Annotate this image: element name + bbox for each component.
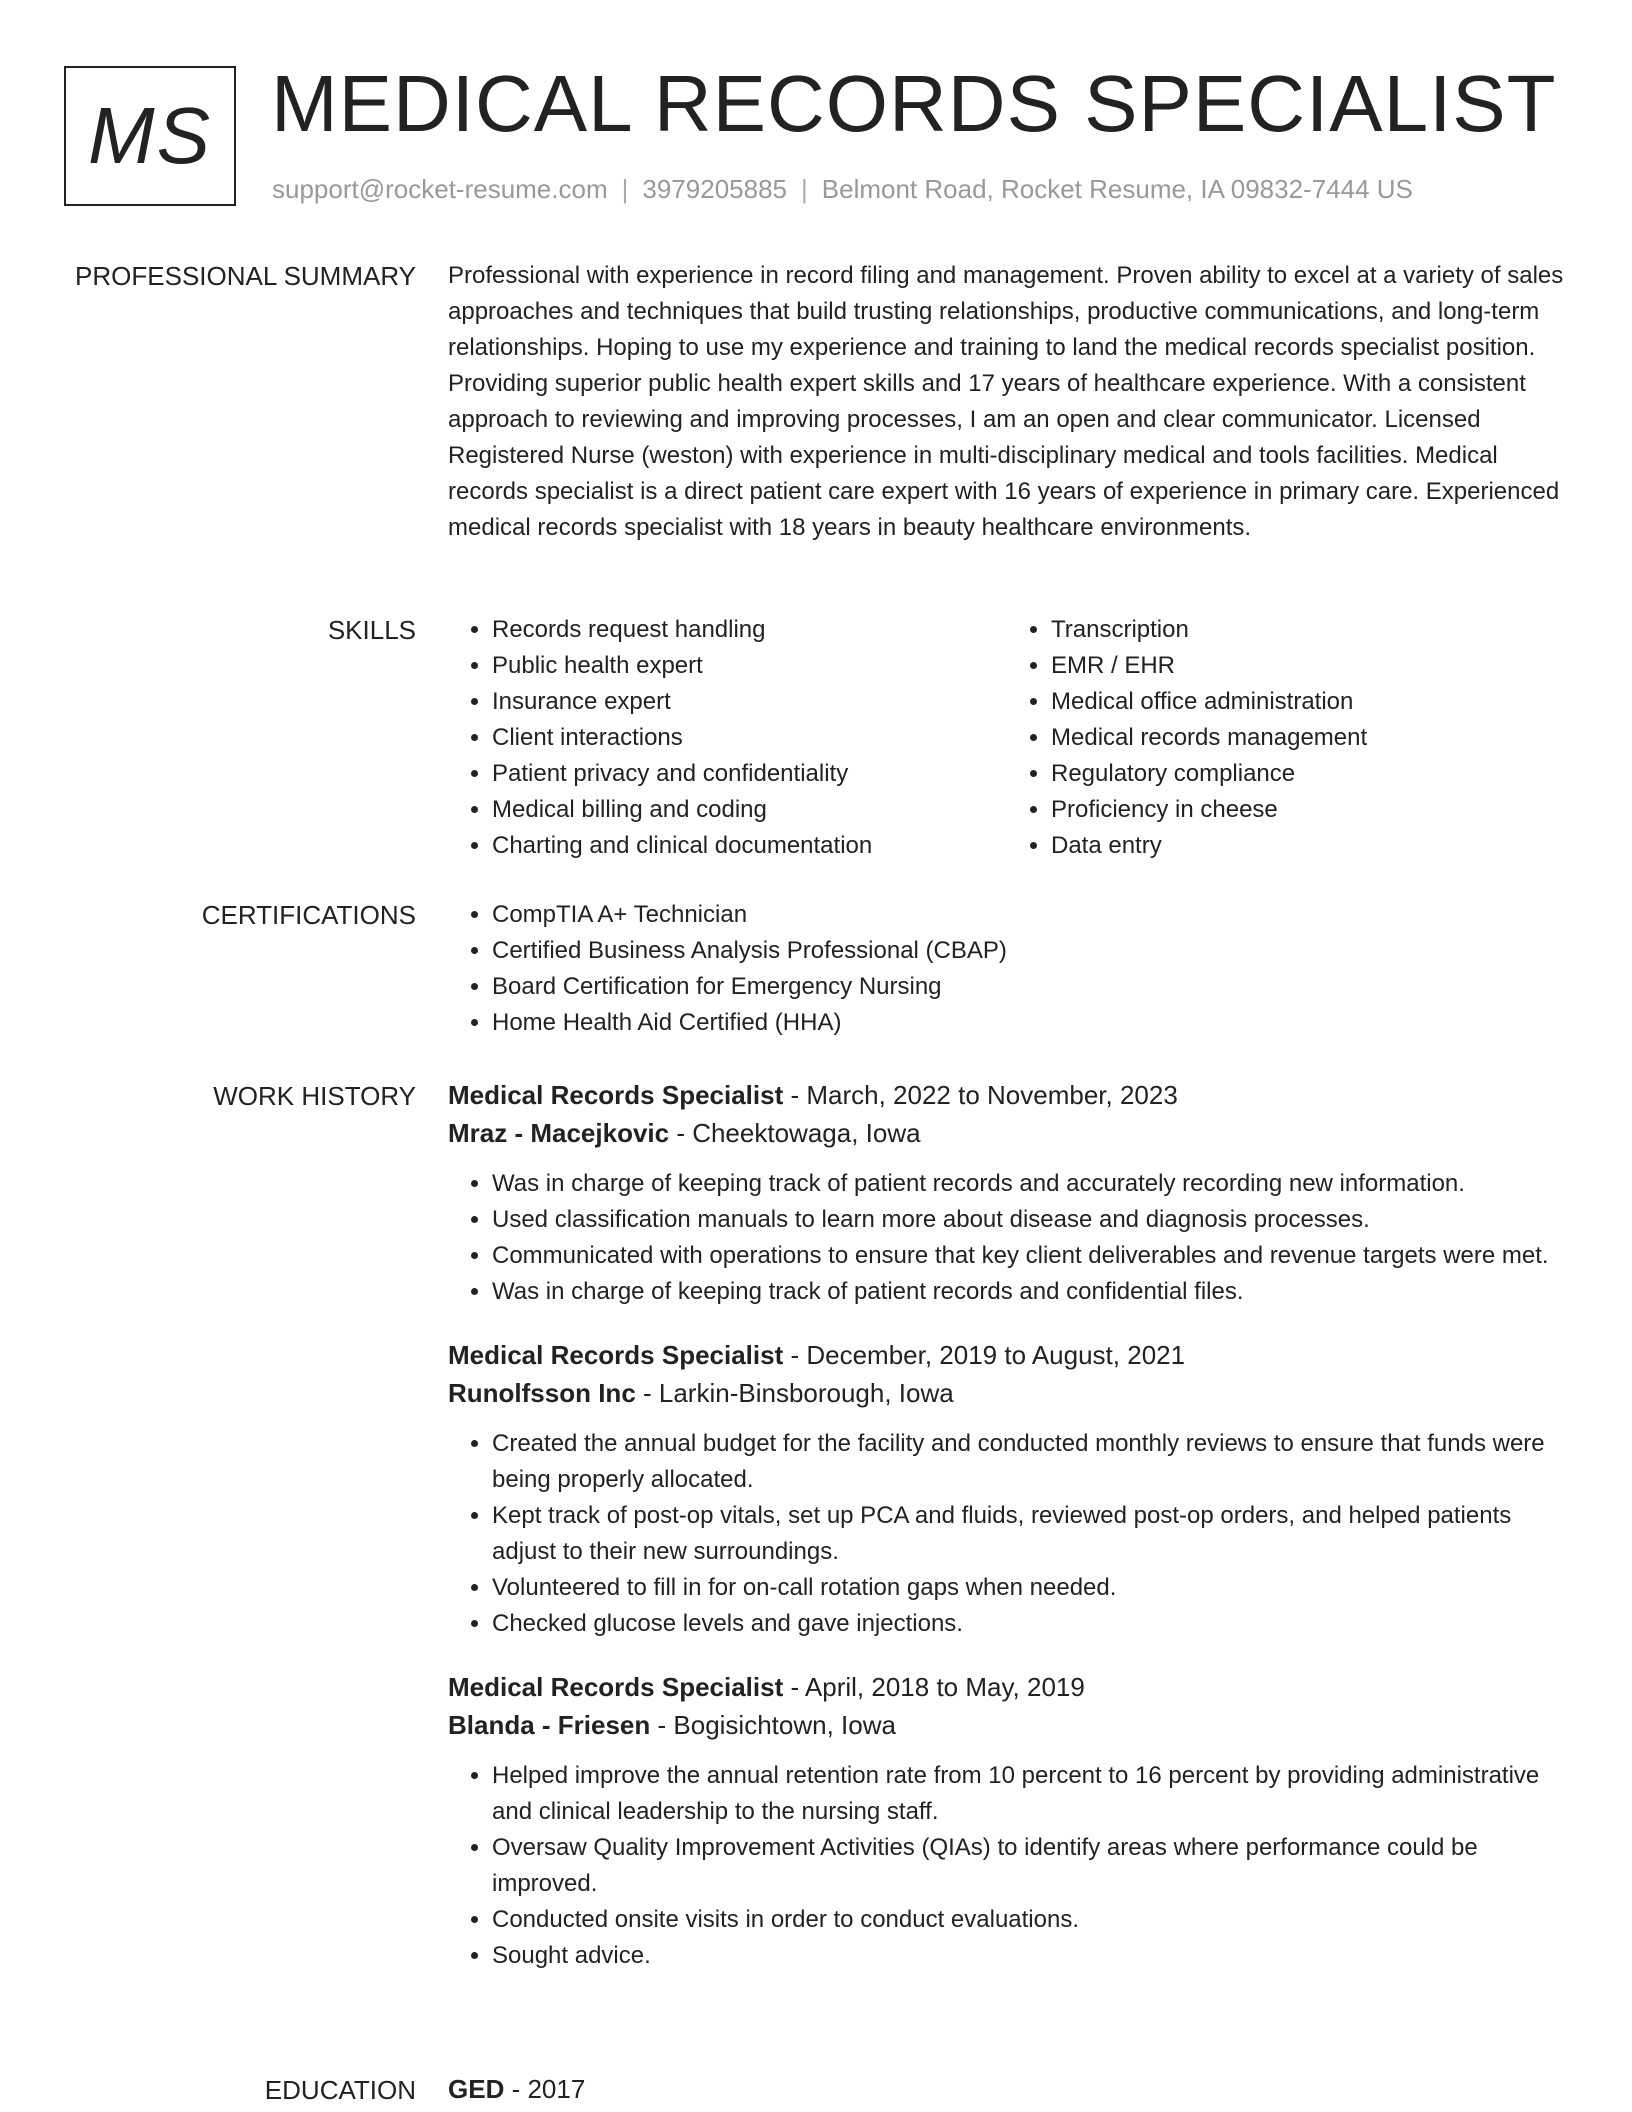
- address: Belmont Road, Rocket Resume, IA 09832-7444 US: [821, 174, 1413, 204]
- skill-item: • Insurance expert: [492, 684, 1007, 720]
- monogram-logo: MS: [64, 66, 236, 206]
- job-bullet: • Was in charge of keeping track of patient records and accurately recording new information.: [492, 1166, 1566, 1202]
- phone-number[interactable]: 3979205885: [642, 174, 787, 204]
- job-title-line: [448, 1668, 1566, 1706]
- job-bullet: • Communicated with operations to ensure that key client deliverables and revenue targets were met.: [492, 1238, 1566, 1274]
- skill-item: • Data entry: [1051, 828, 1566, 864]
- company-name: Blanda - Friesen: [448, 1710, 651, 1740]
- skill-item: • Transcription: [1051, 612, 1566, 648]
- resume-header: [64, 59, 1584, 216]
- skills-list-left: [448, 612, 1007, 864]
- skill-item: • Medical office administration: [1051, 684, 1566, 720]
- skill-item: • Medical billing and coding: [492, 792, 1007, 828]
- job-title: Medical Records Specialist: [448, 1080, 784, 1110]
- job-entry: [448, 1668, 1566, 1974]
- job-bullet: • Created the annual budget for the facility and conducted monthly reviews to ensure that funds were being properly allocated.: [492, 1426, 1566, 1498]
- skill-item: • Charting and clinical documentation: [492, 828, 1007, 864]
- job-bullets: [448, 1166, 1566, 1310]
- job-dates: - March, 2022 to November, 2023: [783, 1080, 1178, 1110]
- email-link[interactable]: support@rocket-resume.com: [272, 174, 608, 204]
- job-company-line: [448, 1114, 1566, 1152]
- degree: GED: [448, 2074, 505, 2104]
- separator: |: [621, 174, 629, 204]
- job-bullets: [448, 1426, 1566, 1642]
- skill-item: • Medical records management: [1051, 720, 1566, 756]
- skill-item: • Regulatory compliance: [1051, 756, 1566, 792]
- job-bullet: • Sought advice.: [492, 1938, 1566, 1974]
- job-dates: - April, 2018 to May, 2019: [783, 1672, 1085, 1702]
- skill-item: • Records request handling: [492, 612, 1007, 648]
- job-title-line: [448, 1336, 1566, 1374]
- education-entry: [448, 2070, 1566, 2108]
- education-year: - 2017: [504, 2074, 586, 2104]
- skill-item: • Patient privacy and confidentiality: [492, 756, 1007, 792]
- separator: |: [801, 174, 808, 204]
- job-bullet: • Kept track of post-op vitals, set up PCA and fluids, reviewed post-op orders, and helped patients adjust to their new surroundings.: [492, 1498, 1566, 1570]
- job-title-line: [448, 1076, 1566, 1114]
- certifications-list: [448, 897, 1566, 1041]
- job-location: - Larkin-Binsborough, Iowa: [635, 1378, 954, 1408]
- job-entry: [448, 1336, 1566, 1642]
- job-bullet: • Oversaw Quality Improvement Activities (QIAs) to identify areas where performance could be improved.: [492, 1830, 1566, 1902]
- section-label-work-history: WORK HISTORY: [213, 1081, 416, 1111]
- job-title: Medical Records Specialist: [448, 1672, 784, 1702]
- section-label-certifications: CERTIFICATIONS: [201, 900, 416, 930]
- job-bullet: • Helped improve the annual retention rate from 10 percent to 16 percent by providing administrative and clinical leadership to the nursing staff.: [492, 1758, 1566, 1830]
- section-label-education: EDUCATION: [264, 2075, 416, 2105]
- certification-item: • Home Health Aid Certified (HHA): [492, 1005, 1566, 1041]
- contact-line: [272, 174, 1413, 205]
- company-name: Mraz - Macejkovic: [448, 1118, 670, 1148]
- section-label-summary: PROFESSIONAL SUMMARY: [75, 261, 416, 291]
- skills-list-right: [1007, 612, 1566, 864]
- job-location: - Bogisichtown, Iowa: [650, 1710, 896, 1740]
- certification-item: • Certified Business Analysis Professional (CBAP): [492, 933, 1566, 969]
- job-bullet: • Was in charge of keeping track of patient records and confidential files.: [492, 1274, 1566, 1310]
- job-entry: [448, 1076, 1566, 1310]
- summary-text: Professional with experience in record filing and management. Proven ability to excel at a variety of sales approaches and techniques that build trusting relationships, productive communications, and long-term relationships. Hoping to use my experience and training to land the medical records specialist position. Providing superior public health expert skills and 17 years of healthcare experience. With a consistent approach to reviewing and improving processes, I am an open and clear communicator. Licensed Registered Nurse (weston) with experience in multi-disciplinary medical and tools facilities. Medical records specialist is a direct patient care expert with 16 years of experience in primary care. Experienced medical records specialist with 18 years in beauty healthcare environments.: [448, 262, 1564, 541]
- certification-item: • Board Certification for Emergency Nursing: [492, 969, 1566, 1005]
- job-company-line: [448, 1706, 1566, 1744]
- skill-item: • Client interactions: [492, 720, 1007, 756]
- skill-item: • Public health expert: [492, 648, 1007, 684]
- section-label-skills: SKILLS: [327, 615, 416, 645]
- job-location: - Cheektowaga, Iowa: [669, 1118, 921, 1148]
- job-bullet: • Volunteered to fill in for on-call rotation gaps when needed.: [492, 1570, 1566, 1606]
- job-bullets: [448, 1758, 1566, 1974]
- job-company-line: [448, 1374, 1566, 1412]
- page-title: MEDICAL RECORDS SPECIALIST: [271, 59, 1557, 148]
- skill-item: • Proficiency in cheese: [1051, 792, 1566, 828]
- job-dates: - December, 2019 to August, 2021: [783, 1340, 1186, 1370]
- job-bullet: • Used classification manuals to learn more about disease and diagnosis processes.: [492, 1202, 1566, 1238]
- jobs-container: [448, 1076, 1566, 2000]
- skill-item: • EMR / EHR: [1051, 648, 1566, 684]
- job-bullet: • Conducted onsite visits in order to conduct evaluations.: [492, 1902, 1566, 1938]
- job-title: Medical Records Specialist: [448, 1340, 784, 1370]
- company-name: Runolfsson Inc: [448, 1378, 636, 1408]
- certification-item: • CompTIA A+ Technician: [492, 897, 1566, 933]
- job-bullet: • Checked glucose levels and gave injections.: [492, 1606, 1566, 1642]
